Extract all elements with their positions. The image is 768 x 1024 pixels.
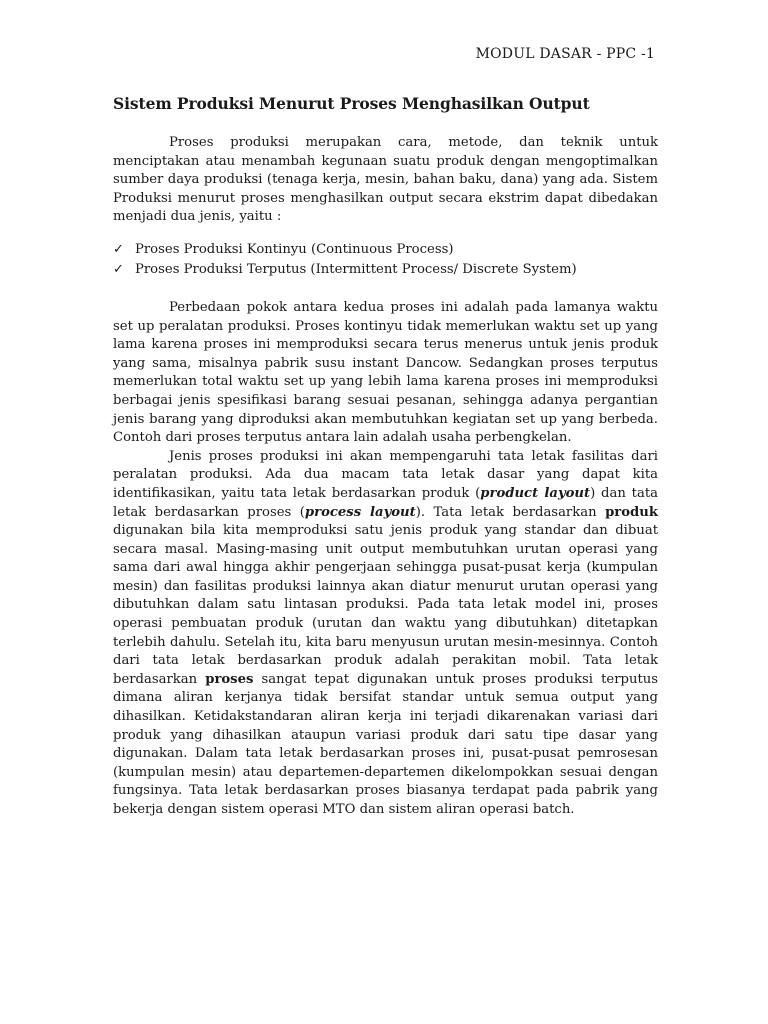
page-header: MODUL DASAR - PPC -1 [475, 46, 655, 62]
intro-paragraph: Proses produksi merupakan cara, metode, dan teknik untuk menciptakan atau menambah kegunaan suatu produk dengan mengoptimalkan sumber daya produksi (tenaga kerja, mesin, bahan baku, dana) yang ada. Sistem Produksi menurut proses menghasilkan output secara ekstrim dapat dibedakan menjadi dua jenis, yaitu : [113, 135, 658, 225]
list-item [113, 241, 658, 261]
text-run: Jenis proses produksi ini akan mempengaruhi tata letak fasilitas dari peralatan produksi. Ada dua macam tata letak dasar yang dapat kita identifikasikan, yaitu tata letak berdasarkan produk ( [113, 448, 658, 501]
process-type-list [113, 241, 658, 281]
proses-term: proses [205, 671, 254, 687]
text-run: ). Tata letak berdasarkan [415, 504, 606, 520]
section-title: Sistem Produksi Menurut Proses Menghasilkan Output [113, 94, 590, 113]
difference-paragraph: Perbedaan pokok antara kedua proses ini adalah pada lamanya waktu set up peralatan produksi. Proses kontinyu tidak memerlukan waktu set up yang lama karena proses ini memproduksi secara terus menerus untuk jenis produk yang sama, misalnya pabrik susu instant Dancow. Sedangkan proses terputus memerlukan total waktu set up yang lebih lama karena proses ini memproduksi berbagai jenis spesifikasi barang sesuai pesanan, sehingga adanya pergantian jenis barang yang diproduksi akan membutuhkan kegiatan set up yang berbeda. Contoh dari proses terputus antara lain adalah usaha perbengkelan. [113, 299, 658, 446]
document-body [113, 134, 658, 820]
process-layout-term: process layout [304, 504, 416, 520]
list-item [113, 261, 658, 281]
layout-paragraph [113, 448, 658, 820]
checkmark-icon: ✓ [113, 241, 124, 257]
text-run: digunakan bila kita memproduksi satu jenis produk yang standar dan dibuat secara masal. Masing-masing unit output membutuhkan urutan operasi yang sama dari awal hingga akhir pengerjaan sehingga pusat-pusat kerja (kumpulan mesin) dan fasilitas produksi lainnya akan diatur menurut urutan operasi yang dibutuhkan dalam satu lintasan produksi. Pada tata letak model ini, proses operasi pembuatan produk (urutan dan waktu yang dibutuhkan) ditetapkan terlebih dahulu. Setelah itu, kita baru menyusun urutan mesin-mesinnya. Contoh dari tata letak berdasarkan produk adalah perakitan mobil. Tata letak berdasarkan [113, 523, 658, 687]
list-item-text: Proses Produksi Kontinyu (Continuous Process) [135, 241, 454, 257]
text-run: ) dan tata letak berdasarkan proses ( [113, 485, 658, 520]
list-item-text: Proses Produksi Terputus (Intermittent Process/ Discrete System) [135, 261, 577, 277]
text-run: sangat tepat digunakan untuk proses produksi terputus dimana aliran kerjanya tidak bersifat standar untuk semua output yang dihasilkan. Ketidakstandaran aliran kerja ini terjadi dikarenakan variasi dari produk yang dihasilkan ataupun variasi produk dari satu tipe dasar yang digunakan. Dalam tata letak berdasarkan proses ini, pusat-pusat pemrosesan (kumpulan mesin) atau departemen-departemen dikelompokkan sesuai dengan fungsinya. Tata letak berdasarkan proses biasanya terdapat pada pabrik yang bekerja dengan sistem operasi MTO dan sistem aliran operasi batch. [113, 671, 659, 817]
product-layout-term: product layout [480, 485, 591, 501]
checkmark-icon: ✓ [113, 261, 124, 277]
produk-term: produk [605, 504, 658, 520]
